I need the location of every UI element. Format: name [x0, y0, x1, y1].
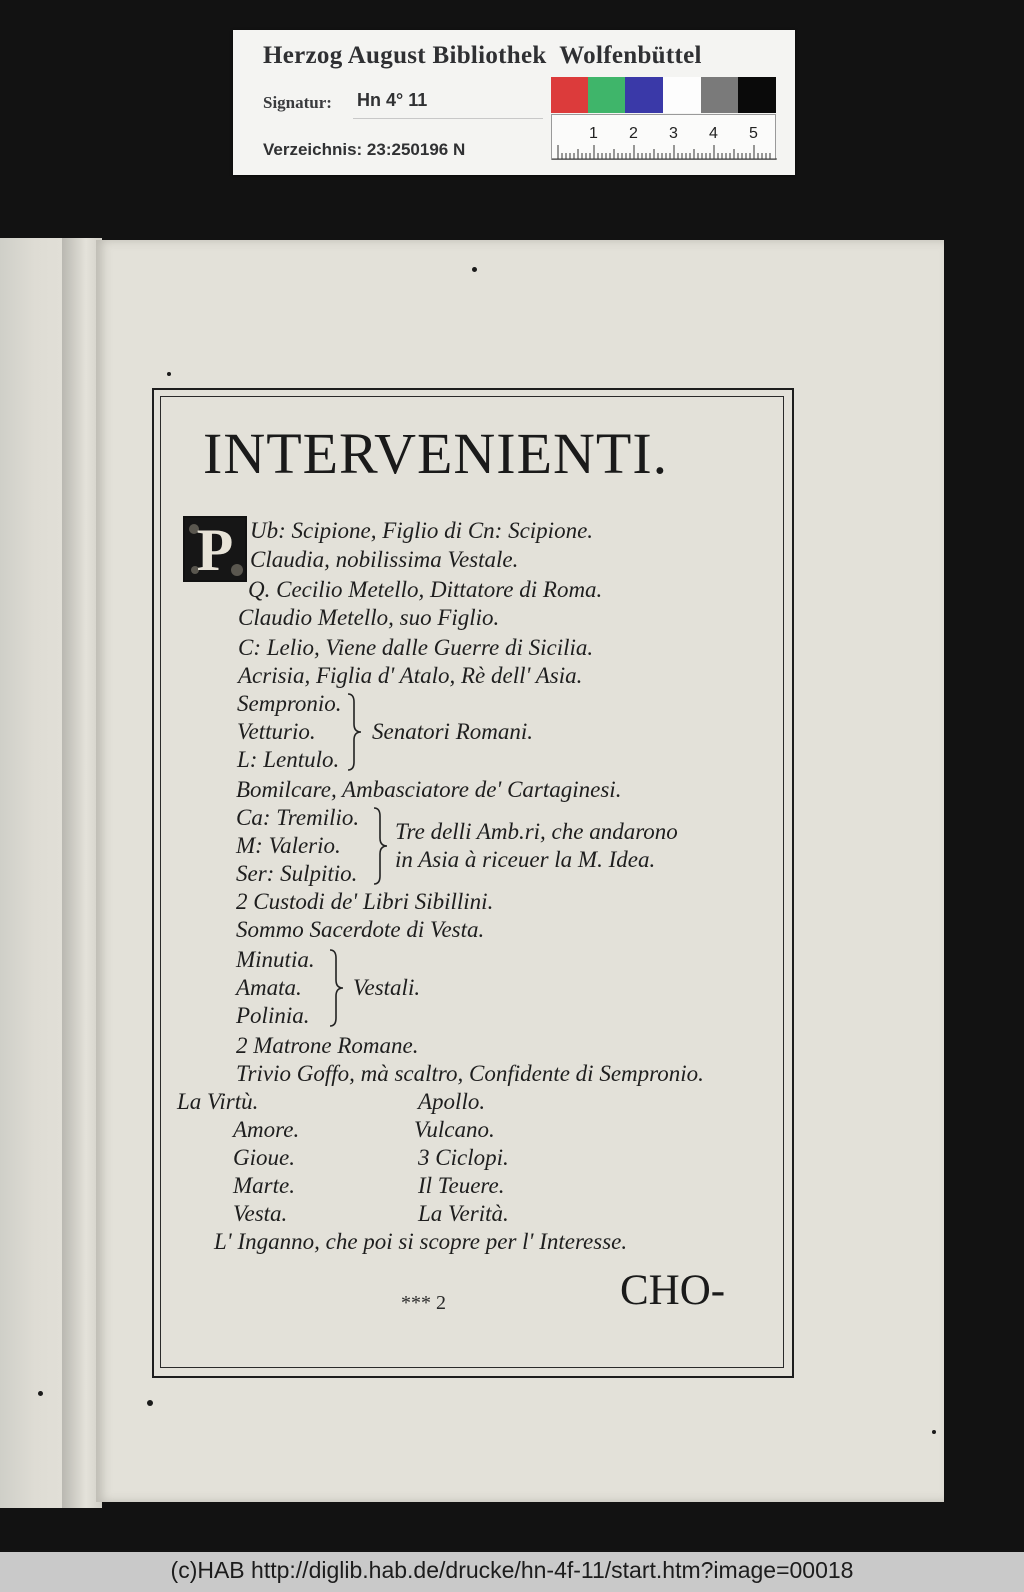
- initial-letter: P: [196, 517, 234, 583]
- signatur-underline: [353, 118, 543, 119]
- green-swatch: [588, 77, 625, 113]
- color-calibration-strip: [551, 77, 776, 113]
- allegory-right: Apollo.: [418, 1089, 486, 1114]
- character-line: Ser: Sulpitio.: [236, 861, 358, 886]
- ruler-number: 5: [749, 125, 758, 142]
- character-line: Vetturio.: [237, 719, 316, 744]
- ambassadors-brace: [370, 806, 392, 886]
- allegory-right: Il Teuere.: [418, 1173, 505, 1198]
- character-line: Q. Cecilio Metello, Dittatore di Roma.: [248, 577, 603, 602]
- character-line: 2 Custodi de' Libri Sibillini.: [236, 889, 494, 914]
- signatur-label: Signatur:: [263, 93, 332, 112]
- character-line: Amata.: [236, 975, 302, 1000]
- allegory-right: La Verità.: [418, 1201, 509, 1226]
- copyright-bar: [0, 1552, 1024, 1592]
- group-label: Tre delli Amb.ri, che andarono: [395, 819, 678, 844]
- character-line: Trivio Goffo, mà scaltro, Confidente di Sempronio.: [236, 1061, 704, 1086]
- character-line: C: Lelio, Viene dalle Guerre di Sicilia.: [238, 635, 594, 660]
- page-speck: [167, 372, 171, 376]
- character-line: Ub: Scipione, Figlio di Cn: Scipione.: [250, 518, 594, 543]
- page-speck: [932, 1430, 936, 1434]
- character-line: 2 Matrone Romane.: [236, 1033, 419, 1058]
- library-label: [233, 30, 795, 175]
- character-line: L' Inganno, che poi si scopre per l' Interesse.: [214, 1229, 628, 1254]
- character-line: L: Lentulo.: [237, 747, 340, 772]
- black-swatch: [738, 77, 776, 113]
- white-swatch: [663, 77, 701, 113]
- signature-mark: *** 2: [401, 1292, 446, 1314]
- character-line: M: Valerio.: [236, 833, 341, 858]
- library-name: Herzog August Bibliothek Wolfenbüttel: [263, 42, 702, 69]
- allegory-right: 3 Ciclopi.: [418, 1145, 509, 1170]
- ruler-number: 2: [629, 125, 638, 142]
- page-speck: [38, 1391, 43, 1396]
- allegory-left: Gioue.: [233, 1145, 295, 1170]
- character-line: Ca: Tremilio.: [236, 805, 360, 830]
- page-speck: [472, 267, 477, 272]
- ruler-number: 1: [589, 125, 598, 142]
- scale-ruler: [551, 114, 776, 160]
- catchword: CHO-: [620, 1267, 726, 1314]
- character-line: Sommo Sacerdote di Vesta.: [236, 917, 485, 942]
- group-label: Senatori Romani.: [372, 719, 533, 744]
- character-line: Claudio Metello, suo Figlio.: [238, 605, 500, 630]
- allegory-left: La Virtù.: [177, 1089, 259, 1114]
- allegory-right: Vulcano.: [414, 1117, 495, 1142]
- blue-swatch: [625, 77, 663, 113]
- vestals-brace: [326, 948, 348, 1028]
- character-line: Bomilcare, Ambasciatore de' Cartaginesi.: [236, 777, 622, 802]
- character-line: Claudia, nobilissima Vestale.: [250, 547, 519, 572]
- group-label: Vestali.: [353, 975, 421, 1000]
- page-speck: [147, 1400, 153, 1406]
- character-line: Minutia.: [236, 947, 315, 972]
- character-line: Polinia.: [236, 1003, 310, 1028]
- ruler-ticks: [552, 115, 777, 161]
- decorated-initial: [183, 516, 247, 582]
- allegory-left: Marte.: [233, 1173, 295, 1198]
- allegory-left: Vesta.: [233, 1201, 288, 1226]
- ruler-number: 3: [669, 125, 678, 142]
- copyright-url: (c)HAB http://diglib.hab.de/drucke/hn-4f-11/start.htm?image=00018: [170, 1557, 854, 1583]
- group-label: in Asia à riceuer la M. Idea.: [395, 847, 656, 872]
- red-swatch: [551, 77, 588, 113]
- character-line: Sempronio.: [237, 691, 342, 716]
- ruler-number: 4: [709, 125, 718, 142]
- character-line: Acrisia, Figlia d' Atalo, Rè dell' Asia.: [238, 663, 583, 688]
- page-heading: INTERVENIENTI.: [203, 421, 669, 486]
- verzeichnis-number: Verzeichnis: 23:250196 N: [263, 140, 466, 159]
- signatur-value: Hn 4° 11: [357, 90, 428, 110]
- allegory-left: Amore.: [233, 1117, 300, 1142]
- gray-swatch: [701, 77, 738, 113]
- senators-brace: [344, 692, 366, 772]
